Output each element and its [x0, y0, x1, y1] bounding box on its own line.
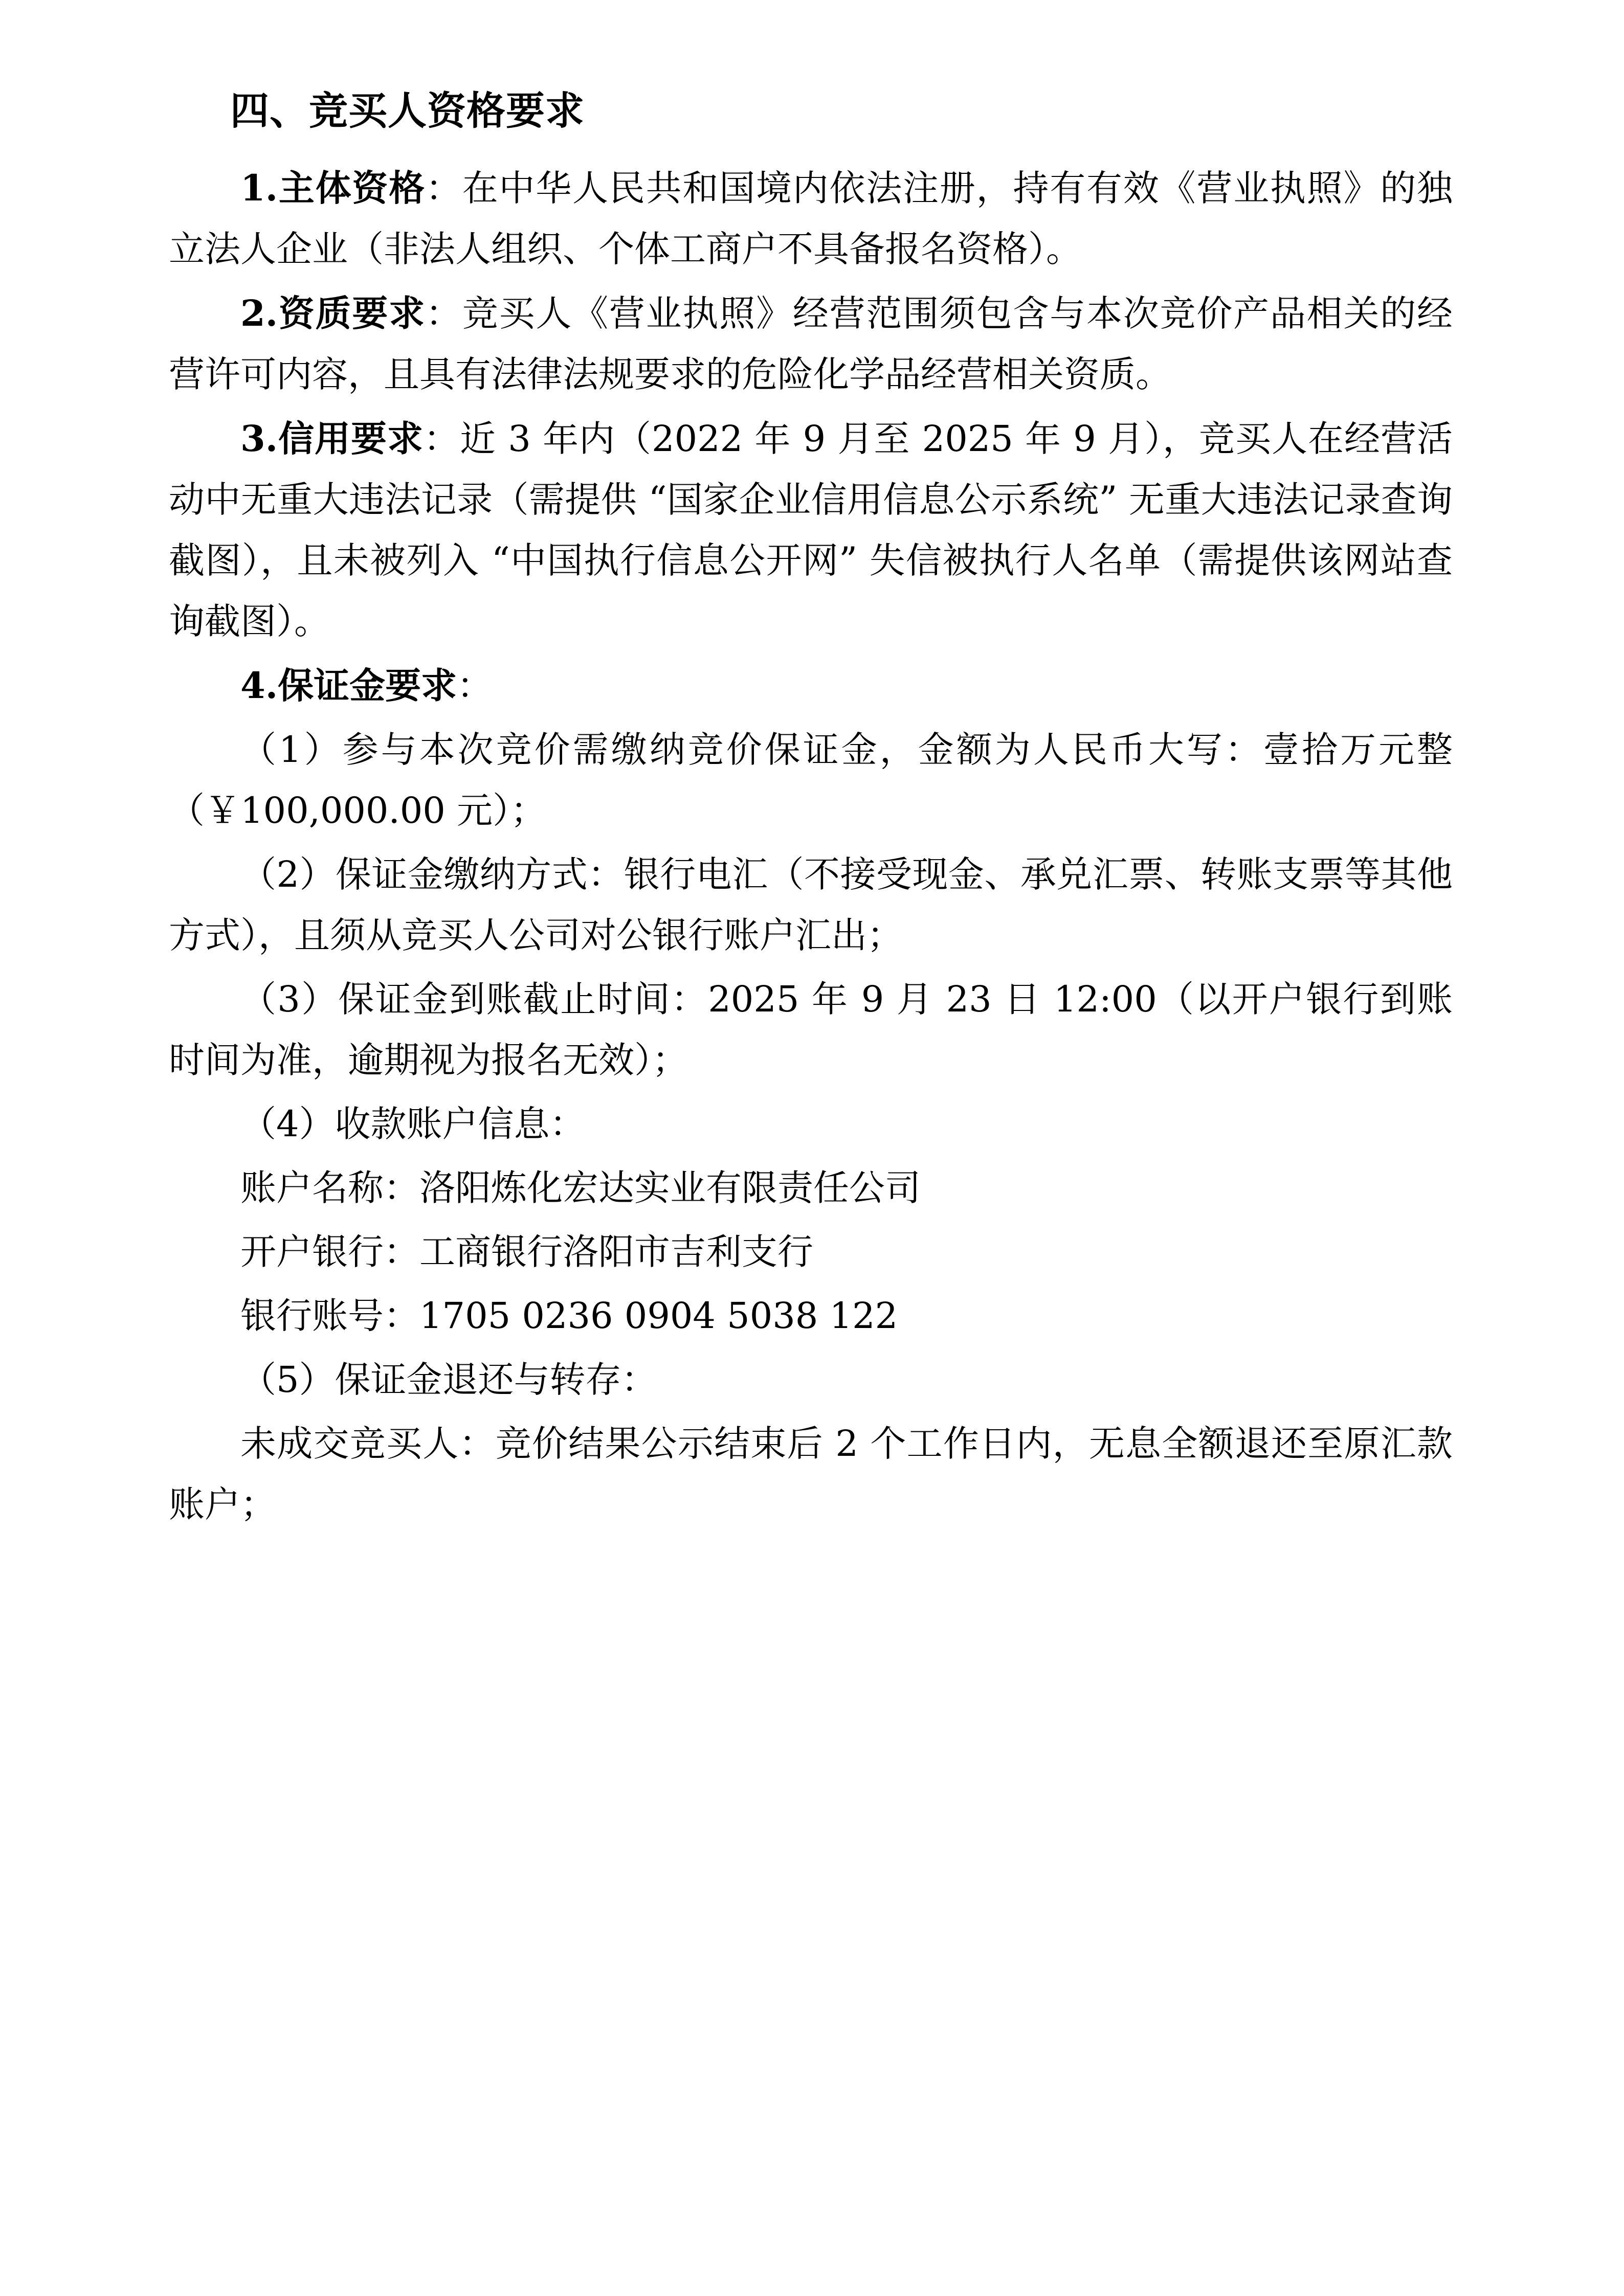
requirement-label-3: 3.信用要求	[240, 417, 424, 460]
requirement-item-4	[169, 655, 1453, 716]
requirement-text-3: ：近 3 年内（2022 年 9 月至 2025 年 9 月），竞买人在经营活动中无重大违法记录（需提供 “国家企业信用信息公示系统” 无重大违法记录查询截图），且未被列入 “中国执行信息公开网” 失信被执行人名单（需提供该网站查询截图）。	[169, 418, 1453, 642]
requirement-label-2: 2.资质要求	[240, 292, 426, 334]
account-bank-line: 开户银行：工商银行洛阳市吉利支行	[240, 1231, 813, 1273]
requirement-item-2	[169, 283, 1453, 405]
section-heading: 四、竞买人资格要求	[230, 88, 585, 133]
refund-item-heading: （5）保证金退还与转存：	[240, 1359, 657, 1401]
refund-item-unsuccessful: 未成交竞买人：竞价结果公示结束后 2 个工作日内，无息全额退还至原汇款账户；	[169, 1423, 1453, 1525]
requirement-text-2: ：竞买人《营业执照》经营范围须包含与本次竞价产品相关的经营许可内容，且具有法律法规要求的危险化学品经营相关资质。	[169, 292, 1453, 395]
requirement-item-3	[169, 408, 1453, 652]
account-number-line: 银行账号：1705 0236 0904 5038 122	[240, 1295, 898, 1337]
deposit-item-2: （2）保证金缴纳方式：银行电汇（不接受现金、承兑汇票、转账支票等其他方式），且须从竞买人公司对公银行账户汇出；	[169, 853, 1453, 956]
deposit-item-3: （3）保证金到账截止时间：2025 年 9 月 23 日 12:00（以开户银行到账时间为准，逾期视为报名无效）；	[169, 978, 1453, 1081]
requirement-text-4: ：	[457, 665, 493, 707]
deposit-item-1: （1）参与本次竞价需缴纳竞价保证金，金额为人民币大写：壹拾万元整 （￥100,000.00 元）；	[169, 729, 1453, 831]
document-body	[169, 82, 1453, 1535]
deposit-item-4: （4）收款账户信息：	[240, 1103, 586, 1145]
account-name-line: 账户名称：洛阳炼化宏达实业有限责任公司	[240, 1167, 921, 1209]
requirement-label-4: 4.保证金要求	[240, 664, 457, 707]
requirement-item-1	[169, 157, 1453, 280]
requirement-text-1: ：在中华人民共和国境内依法注册，持有有效《营业执照》的独立法人企业（非法人组织、个体工商户不具备报名资格）。	[169, 167, 1453, 270]
requirement-label-1: 1.主体资格	[240, 167, 426, 209]
